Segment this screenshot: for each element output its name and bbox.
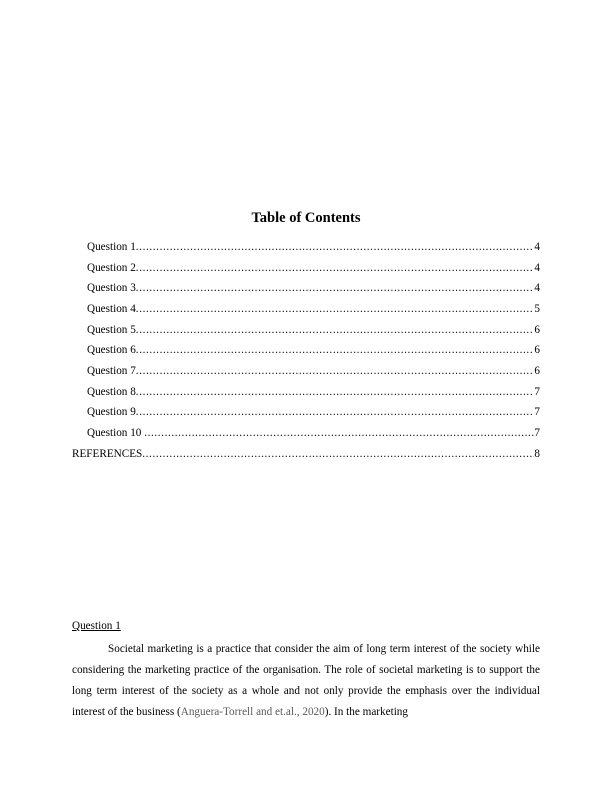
toc-dot-leader [144, 426, 534, 440]
toc-entry-page: 8 [534, 448, 540, 460]
toc-entry-label: Question 1 [87, 241, 136, 253]
paragraph-text: Societal marketing is a practice that consider the aim of long term interest of the society while considering the marketing practice of the organisation. The role of societal marketing is to support the long term interest of the society as a whole and not only provide the emphasis over the individual interest of the business ( [72, 643, 540, 718]
toc-entry-question-2[interactable] [87, 259, 540, 275]
toc-entry-question-1[interactable] [87, 238, 540, 254]
toc-entry-label: Question 8 [87, 386, 136, 398]
toc-dot-leader [136, 343, 535, 357]
toc-entry-question-6[interactable] [87, 341, 540, 357]
toc-dot-leader [136, 323, 535, 337]
toc-entry-question-3[interactable] [87, 279, 540, 295]
toc-entry-question-8[interactable] [87, 383, 540, 399]
toc-entry-question-9[interactable] [87, 403, 540, 419]
toc-dot-leader [136, 281, 535, 295]
question-1-section [72, 619, 540, 723]
toc-entry-question-7[interactable] [87, 362, 540, 378]
toc-title: Table of Contents [251, 210, 361, 226]
toc-entry-label: Question 2 [87, 262, 136, 274]
toc-entry-page: 4 [534, 262, 540, 274]
toc-dot-leader [136, 302, 535, 316]
toc-entry-question-10[interactable] [87, 424, 540, 440]
toc-entry-page: 6 [534, 324, 540, 336]
toc-entry-label: Question 6 [87, 344, 136, 356]
toc-entry-label: REFERENCES [72, 448, 143, 460]
toc-entry-page: 5 [534, 303, 540, 315]
toc-dot-leader [142, 447, 534, 461]
toc-entry-page: 6 [534, 344, 540, 356]
body-paragraph [72, 639, 540, 723]
toc-entry-page: 4 [534, 282, 540, 294]
toc-entry-label: Question 4 [87, 303, 136, 315]
toc-entry-label: Question 3 [87, 282, 136, 294]
toc-entry-page: 7 [534, 386, 540, 398]
toc-entry-references[interactable] [72, 445, 540, 461]
toc-entry-page: 6 [534, 365, 540, 377]
toc-entry-label: Question 9 [87, 406, 136, 418]
section-heading: Question 1 [72, 620, 121, 632]
toc-entry-page: 7 [534, 406, 540, 418]
citation: Anguera-Torrell and et.al., 2020 [180, 706, 325, 718]
toc-entry-page: 4 [534, 241, 540, 253]
toc-entry-question-4[interactable] [87, 300, 540, 316]
toc-dot-leader [136, 405, 535, 419]
toc-entry-label: Question 10 [87, 427, 145, 439]
toc-entry-question-5[interactable] [87, 321, 540, 337]
toc-entry-page: 7 [534, 427, 540, 439]
toc-dot-leader [136, 240, 535, 254]
toc-dot-leader [136, 364, 535, 378]
toc-dot-leader [136, 261, 535, 275]
toc-dot-leader [136, 385, 535, 399]
toc-entry-label: Question 7 [87, 365, 136, 377]
toc-entry-label: Question 5 [87, 324, 136, 336]
paragraph-text-end: ). In the marketing [324, 706, 408, 718]
